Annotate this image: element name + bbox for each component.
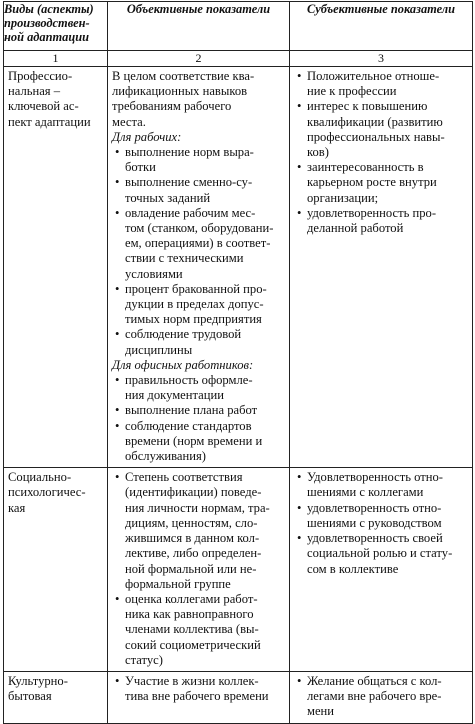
bullet-marker: • [297, 470, 302, 485]
table-row-professional [4, 67, 473, 468]
text-line: карьерном росте внутри [307, 175, 437, 190]
list-item [112, 206, 286, 282]
bullet-marker: • [297, 69, 302, 83]
text-line: Положительное отноше- [307, 69, 440, 83]
kind-cell [4, 67, 108, 468]
bullet-marker: • [115, 281, 120, 296]
text-line: ние к профессии [307, 84, 397, 99]
text-line: ков) [307, 145, 329, 160]
subjective-cell [290, 671, 473, 723]
kind-cell [4, 671, 108, 723]
kind-line: ключевой ас- [8, 99, 79, 114]
text-line: лификационных навыков [112, 84, 248, 99]
list-item [112, 674, 286, 704]
header-kinds-line: производствен- [4, 16, 90, 31]
text-line: удовлетворенность отно- [307, 500, 442, 515]
text-line: членами коллектива (вы- [125, 622, 259, 637]
text-line: оценка коллегами работ- [125, 591, 258, 606]
list-item [112, 470, 286, 592]
text-line: соблюдение трудовой [125, 327, 242, 342]
group-title-office: Для офисных работников: [112, 357, 254, 372]
list-item [294, 470, 469, 500]
text-line: ния личности нормам, тра- [125, 500, 270, 515]
objective-cell [108, 67, 290, 468]
text-line: сом в коллективе [307, 561, 399, 576]
text-line: статус) [125, 652, 163, 667]
text-line: профессиональных навы- [307, 129, 445, 144]
bullet-marker: • [115, 145, 120, 160]
kind-line: бытовая [8, 689, 52, 704]
text-line: формальной группе [125, 576, 231, 591]
text-line: ботки [125, 160, 156, 175]
list-item [112, 175, 286, 205]
header-objective: Объективные показатели [108, 2, 290, 51]
bullet-marker: • [115, 673, 120, 688]
kind-line: кая [8, 500, 26, 515]
text-line: ем, операциями) в соответ- [125, 236, 271, 251]
text-line: деланной работой [307, 221, 404, 236]
column-number: 1 [4, 51, 108, 67]
text-line: социальной ролью и стату- [307, 546, 453, 561]
header-kinds-line: ной адаптации [4, 30, 89, 45]
text-line: Участие в жизни коллек- [125, 673, 259, 688]
kind-cell [4, 468, 108, 672]
bullet-marker: • [297, 500, 302, 515]
list-item [112, 403, 286, 418]
list-item [112, 373, 286, 403]
bullet-marker: • [297, 531, 302, 546]
text-line: сокий социометрический [125, 637, 261, 652]
kind-line: пект адаптации [8, 114, 91, 129]
text-line: удовлетворенность своей [307, 531, 443, 546]
text-line: времени (норм времени и [125, 433, 263, 448]
table-row-socio-psychological [4, 468, 473, 672]
list-item [112, 592, 286, 668]
list-item [294, 69, 469, 99]
list-item [294, 99, 469, 160]
kind-line: Культурно- [8, 673, 68, 688]
text-line: тива вне рабочего времени [125, 689, 269, 704]
text-line: лективе, либо определен- [125, 546, 262, 561]
header-kinds [4, 2, 108, 51]
bullet-marker: • [297, 160, 302, 175]
adaptation-indicators-table [3, 1, 473, 724]
header-row [4, 2, 473, 51]
text-line: том (станком, оборудовани- [125, 221, 274, 236]
text-line: выполнение норм выра- [125, 145, 254, 160]
kind-line: Социально- [8, 470, 72, 485]
text-line: шениями с руководством [307, 515, 442, 530]
subjective-cell [290, 67, 473, 468]
text-line: дисциплины [125, 342, 193, 357]
text-line: ния документации [125, 388, 224, 403]
text-line: шениями с коллегами [307, 485, 424, 500]
objective-cell [108, 468, 290, 672]
bullet-marker: • [115, 175, 120, 190]
table-row-cultural [4, 671, 473, 723]
column-number: 2 [108, 51, 290, 67]
text-line: точных заданий [125, 190, 211, 205]
list-item [112, 282, 286, 328]
text-line: Желание общаться с кол- [307, 673, 442, 688]
bullet-marker: • [297, 205, 302, 220]
text-line: обслуживания) [125, 449, 206, 464]
list-item [294, 501, 469, 531]
bullet-marker: • [115, 418, 120, 433]
header-kinds-line: Виды (аспекты) [4, 2, 94, 16]
list-item [112, 327, 286, 357]
list-item [112, 419, 286, 465]
text-line: ной формальной или не- [125, 561, 257, 576]
text-line: выполнение сменно-су- [125, 175, 253, 190]
text-line: заинтересованность в [307, 160, 424, 175]
column-number: 3 [290, 51, 473, 67]
group-title-workers: Для рабочих: [112, 129, 182, 144]
text-line: выполнение плана работ [125, 403, 258, 418]
text-line: требованиям рабочего [112, 99, 232, 114]
list-item [294, 531, 469, 577]
text-line: тимых норм предприятия [125, 312, 262, 327]
list-item [112, 145, 286, 175]
text-line: ника как равноправного [125, 607, 254, 622]
bullet-marker: • [115, 373, 120, 388]
list-item [294, 206, 469, 236]
text-line: организации; [307, 190, 379, 205]
text-line: процент бракованной про- [125, 281, 267, 296]
list-item [294, 674, 469, 720]
kind-line: нальная – [8, 84, 61, 99]
text-line: ствии с техническими [125, 251, 244, 266]
bullet-marker: • [297, 673, 302, 688]
text-line: дукции в пределах допус- [125, 297, 264, 312]
text-line: соблюдение стандартов [125, 418, 252, 433]
objective-cell [108, 671, 290, 723]
text-line: жившимся в данном кол- [125, 531, 260, 546]
subjective-cell [290, 468, 473, 672]
bullet-marker: • [115, 205, 120, 220]
bullet-marker: • [115, 327, 120, 342]
text-line: дициям, ценностям, сло- [125, 515, 258, 530]
text-line: В целом соответствие ква- [112, 69, 255, 83]
text-line: Удовлетворенность отно- [307, 470, 443, 485]
bullet-marker: • [115, 403, 120, 418]
text-line: овладение рабочим мес- [125, 205, 256, 220]
kind-line: Профессио- [8, 69, 73, 83]
text-line: условиями [125, 266, 183, 281]
text-line: (идентификации) поведе- [125, 485, 262, 500]
column-number-row [4, 51, 473, 67]
bullet-marker: • [297, 99, 302, 114]
kind-line: психологичес- [8, 485, 86, 500]
text-line: правильность оформле- [125, 373, 253, 388]
text-line: удовлетворенность про- [307, 205, 437, 220]
text-line: Степень соответствия [125, 470, 243, 485]
text-line: места. [112, 114, 146, 129]
text-line: квалификации (развитию [307, 114, 443, 129]
text-line: интерес к повышению [307, 99, 428, 114]
bullet-marker: • [115, 470, 120, 485]
bullet-marker: • [115, 591, 120, 606]
header-subjective: Субъективные показатели [290, 2, 473, 51]
text-line: легами вне рабочего вре- [307, 689, 442, 704]
list-item [294, 160, 469, 206]
text-line: мени [307, 704, 335, 719]
